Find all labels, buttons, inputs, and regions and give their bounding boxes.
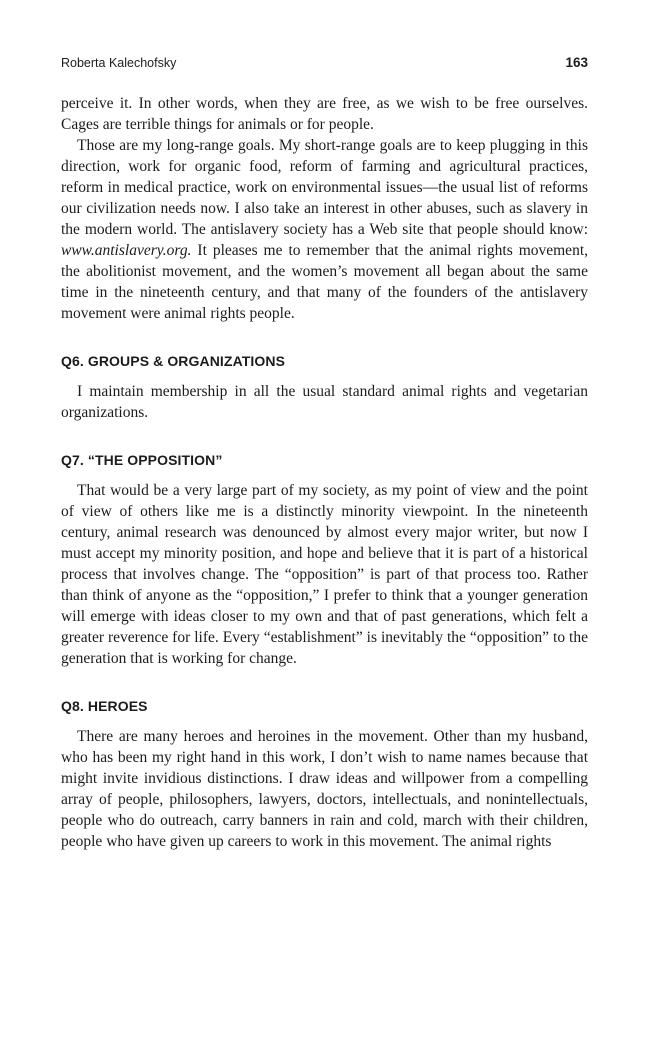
page-number: 163 [565, 55, 588, 70]
antislavery-url: www.antislavery.org. [61, 242, 192, 259]
section-heading-q8: Q8. HEROES [61, 698, 148, 714]
book-page [61, 55, 588, 852]
section-text-q8: There are many heroes and heroines in the movement. Other than my husband, who has been my right hand in this work, I don’t wish to name names because that might invite invidious distinctions. I draw ideas and willpower from a compelling array of people, philosophers, lawyers, doctors, intellectuals, and nonintellectuals, people who do outreach, carry banners in rain and cold, march with their children, people who have given up careers to work in this movement. The animal rights [61, 728, 588, 850]
continued-paragraph: perceive it. In other words, when they are free, as we wish to be free ourselves. Cages are terrible things for animals or for people. [61, 95, 588, 133]
goals-text-after-url: It pleases me to remember that the animal rights movement, the abolitionist movement, and the women’s movement all began about the same time in the nineteenth century, and that many of the founders of the antislavery movement were animal rights people. [61, 242, 588, 322]
running-head [61, 55, 588, 79]
section-text-q7: That would be a very large part of my society, as my point of view and the point of view of others like me is a distinctly minority viewpoint. In the nineteenth century, animal research was denounced by almost every major writer, but now I must accept my minority position, and hope and believe that it is part of a historical process that involves change. The “opposition” is part of that process too. Rather than think of anyone as the “opposition,” I prefer to think that a younger generation will emerge with ideas closer to my own and that of past generations, which felt a greater reverence for life. Every “establishment” is inevitably the “opposition” to the generation that is working for change. [61, 482, 588, 667]
section-text-q6: I maintain membership in all the usual standard animal rights and vegetarian organizations. [61, 383, 588, 421]
goals-text-before-url: Those are my long-range goals. My short-range goals are to keep plugging in this direction, work for organic food, reform of farming and agricultural practices, reform in medical practice, work on environmental issues—the usual list of reforms our civilization needs now. I also take an interest in other abuses, such as slavery in the modern world. The antislavery society has a Web site that people should know: [61, 137, 588, 238]
section-heading-q6: Q6. GROUPS & ORGANIZATIONS [61, 353, 286, 369]
body-text [61, 93, 588, 852]
section-heading-q7: Q7. “THE OPPOSITION” [61, 452, 223, 468]
author-name: Roberta Kalechofsky [61, 56, 177, 70]
goals-paragraph [61, 135, 588, 324]
